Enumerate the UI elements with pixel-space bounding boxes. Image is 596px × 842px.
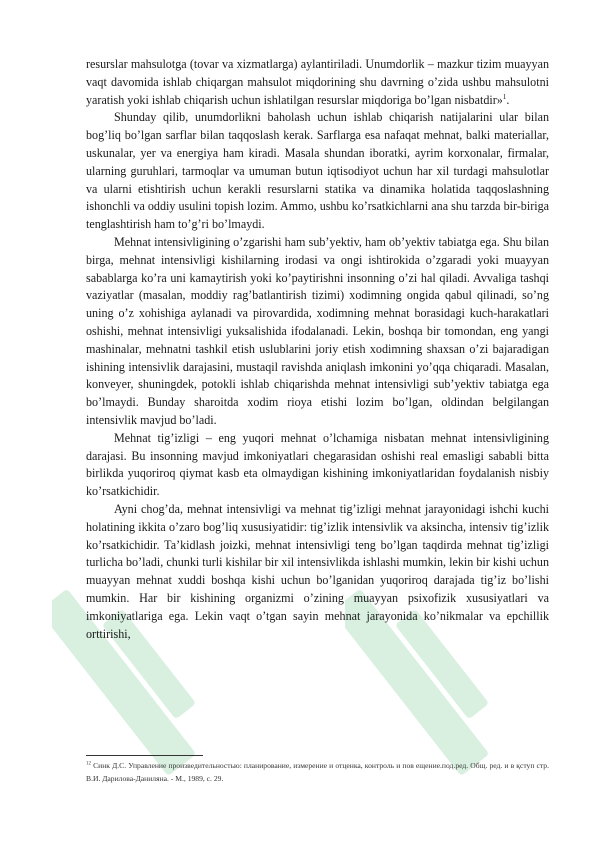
footnote-ref: 1	[502, 92, 507, 101]
paragraph-1: resurslar mahsulotga (tovar va xizmatlarga) aylantiriladi. Unumdorlik – mazkur tizim muayyan vaqt davomida ishlab chiqargan mahsulot miqdorining shu davrning o’zida ushbu mahsulotni yaratish yoki ishlab chiqarish uchun ishlatilgan resurslar miqdoriga bo’lgan nisbatdir»$^1$.	[86, 57, 549, 107]
paragraph-2: Shunday qilib, unumdorlikni baholash uchun ishlab chiqarish natijalarini ular bilan bog’liq bo’lgan sarflar bilan taqqoslash kerak. Sarflarga esa nafaqat mehnat, balki materiallar, uskunalar, yer va energiya ham kiradi. Masala shundan iboratki, ayrim korxonalar, firmalar, ularning guruhlari, tarmoqlar va umuman butun iqtisodiyot uchun har xil turdagi mahsulotlar va ularni etishtirish uchun kerakli resurslarni statika va dinamika holatida taqqoslashning ishonchli va oddiy usulini topish lozim. Ammo, ushbu ko’rsatkichlarni ana shu tarzda bir-biriga tenglashtirish ham to’g’ri bo’lmaydi.	[86, 110, 549, 232]
footnote-marker: 12	[86, 761, 91, 767]
paragraph-3: Mehnat intensivligining o’zgarishi ham sub’yektiv, ham ob’yektiv tabiatga ega. Shu bilan birga, mehnat intensivligi kishilarning irodasi va ongi ishtirokida o’zgaradi yoki muayyan sabablarga ko’ra uni kamaytirish yoki ko’paytirishni insonning o’zi hal qiladi. Avvaliga tashqi vaziyatlar (masalan, moddiy rag’batlantirish tizimi) xodimning ongida qabul qilinadi, so’ng uning o’z xohishiga aylanadi va pirovardida, xodimning mehnat borasidagi kuch-harakatlari oshishi, mehnat intensivligi yuksalishida ifodalanadi. Lekin, boshqa bir tomondan, eng yangi mashinalar, mehnatni tashkil etish uslublarini joriy etish xodimning shaxsan o’zi bajaradigan ishining intensivlik darajasini, mustaqil ravishda aniqlash imkonini yo’qqa chiqaradi. Masalan, konveyer, shuningdek, potokli ishlab chiqarishda mehnat intensivligi sub’yektiv tabiatga ega bo’lmaydi. Bunday sharoitda xodim rioya etishi lozim bo’lgan, oldindan belgilangan intensivlik mavjud bo’ladi.	[86, 234, 549, 427]
footnote	[86, 760, 549, 785]
paragraph-4: Mehnat tig’izligi – eng yuqori mehnat o’lchamiga nisbatan mehnat intensivligining darajasi. Bu insonning mavjud imkoniyatlari chegarasidan oshishi real emasligi sababli bitta birlikda yuqoriroq qiymat kasb eta olmaydigan kishining imkoniyatlaridan foydalanish nisbiy ko’rsatkichidir.	[86, 430, 549, 499]
footnote-divider	[86, 755, 203, 756]
page-body	[86, 56, 549, 643]
footnote-text: Синк Д.С. Управление произведительностью: планирование, измерение и отценка, контроль и пов ещение.под.ред. Общ. ред. и в қступ стр. В.И. Дарилова-Даниляна. - М., 1989, с. 29.	[86, 761, 549, 783]
paragraph-5: Ayni chog’da, mehnat intensivligi va mehnat tig’izligi mehnat jarayonidagi ishchi kuchi holatining ikkita o’zaro bog’liq xususiyatidir: tig’izlik intensivlik va aksincha, intensiv tig’izlik ko’rsatkichidir. Ta’kidlash joizki, mehnat intensivligi teng bo’lgan taqdirda mehnat tig’izligi turlicha bo’ladi, chunki turli kishilar bir xil intensivlikda ishlashi mumkin, lekin bir kishi uchun muayyan mehnat xuddi boshqa kishi uchun bo’lganidan yuqoriroq darajada tig’iz bo’lishi mumkin. Har bir kishining organizmi o’zining muayyan psixofizik xususiyatlari va imkoniyatlariga ega. Lekin vaqt o’tgan sayin mehnat jarayonida ko’nikmalar va epchillik orttirishi,	[86, 501, 549, 641]
